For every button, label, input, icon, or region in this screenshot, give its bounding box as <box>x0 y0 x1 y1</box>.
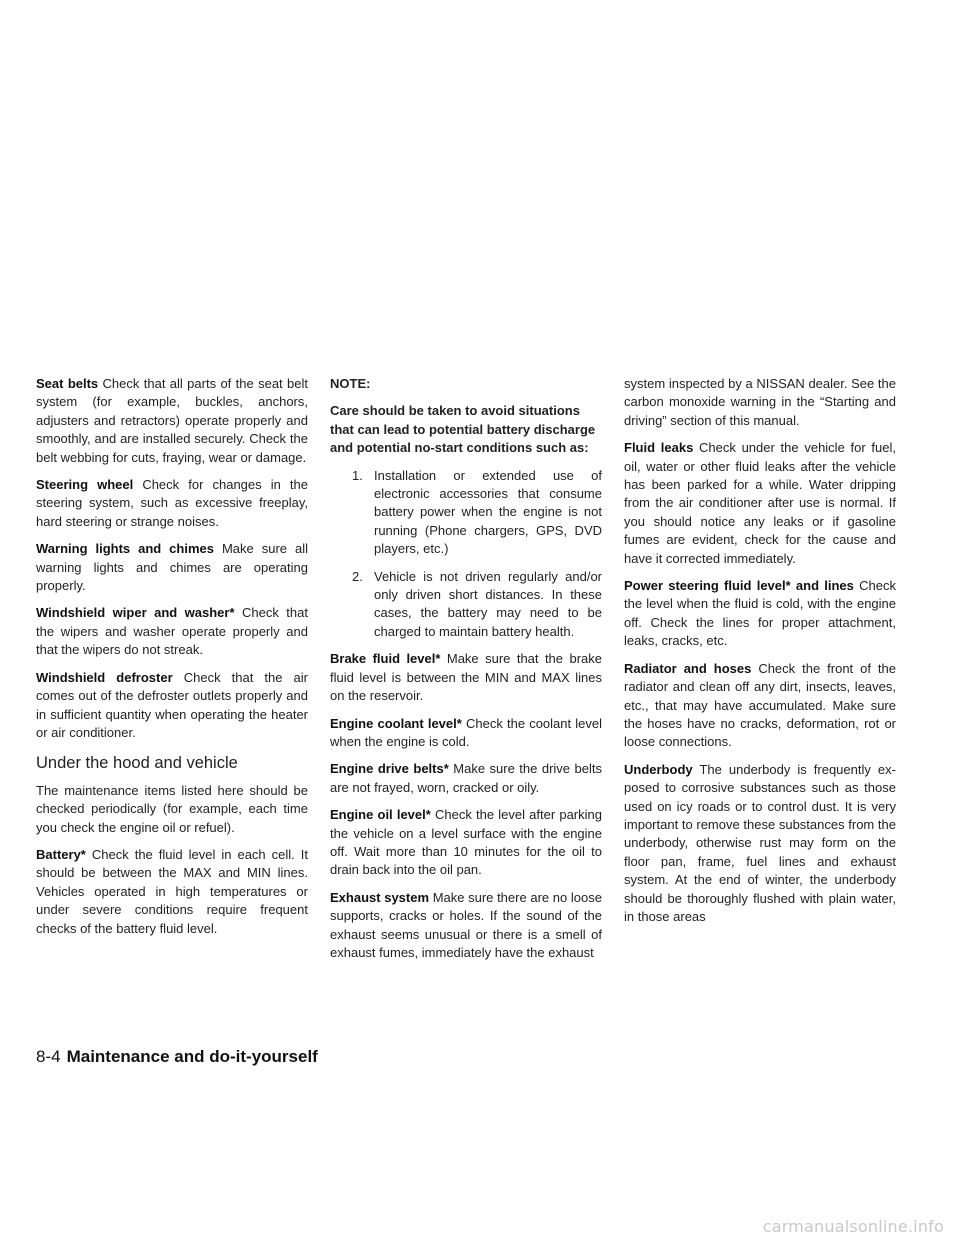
term-power-steering: Power steering fluid level* and lines <box>624 578 854 594</box>
section-heading: Under the hood and vehicle <box>36 754 238 773</box>
term-steering-wheel: Steering wheel <box>36 477 134 493</box>
term-wiper-washer: Windshield wiper and washer* <box>36 605 235 621</box>
text-seat-belts: Check that all parts of the seat belt system (for example, buckles, anchors, adjusters and retractors) operate properly and smoothly, and are installed securely. Check the belt webbing for cuts, fraying, wear or damage. <box>36 376 308 465</box>
paragraph-power-steering <box>624 577 896 651</box>
paragraph-brake-fluid <box>330 650 602 705</box>
term-warning-lights: Warning lights and chimes <box>36 541 214 557</box>
term-fluid-leaks: Fluid leaks <box>624 440 694 456</box>
term-seat-belts: Seat belts <box>36 376 99 391</box>
column-2 <box>330 375 602 971</box>
paragraph-defroster <box>36 669 308 743</box>
paragraph-underbody <box>624 761 896 927</box>
term-brake-fluid: Brake fluid level* <box>330 651 441 667</box>
paragraph-radiator <box>624 660 896 752</box>
watermark: carmanualsonline.info <box>762 1217 944 1236</box>
text-brake-fluid: Make sure that the brake fluid level is between the MIN and MAX lines on the reservoir. <box>330 651 602 704</box>
paragraph-seat-belts <box>36 375 308 467</box>
page-footer <box>36 1047 318 1067</box>
text-underbody: The underbody is frequently exposed to corrosive substances such as those used on icy roads or to control dust. It is very important to remove these substances from the underbody, otherwise rust may form on the floor pan, frame, fuel lines and exhaust system. At the end of winter, the underbody should be thoroughly flushed with plain water, in those areas <box>624 761 896 924</box>
text-exhaust-system: Make sure there are no loose supports, cracks or holes. If the sound of the exhaust seems unusual or there is a smell of exhaust fumes, immediately have the exhaust <box>330 889 602 960</box>
list-item-number: 2. <box>352 568 363 584</box>
text-engine-coolant: Check the coolant level when the engine is cold. <box>330 715 602 749</box>
list-item <box>330 568 602 642</box>
paragraph-warning-lights <box>36 540 308 595</box>
term-radiator: Radiator and hoses <box>624 660 752 676</box>
term-engine-oil: Engine oil level* <box>330 807 431 823</box>
text-steering-wheel: Check for changes in the steering system, such as excessive freeplay, hard steering or strange noises. <box>36 477 308 529</box>
text-radiator: Check the front of the radiator and clean off any dirt, insects, leaves, etc., that may have accumulated. Make sure the hoses have no cracks, deformation, rot or loose connections. <box>624 660 896 750</box>
term-underbody: Underbody <box>624 761 693 777</box>
column-1 <box>36 375 308 947</box>
list-item <box>330 467 602 559</box>
paragraph-fluid-leaks <box>624 439 896 568</box>
list-item-text: Installation or extended use of electronic accessories that consume battery power when the engine is not running (Phone chargers, GPS, DVD players, etc.) <box>374 467 602 557</box>
term-defroster: Windshield defroster <box>36 669 173 685</box>
term-exhaust-system: Exhaust system <box>330 889 430 905</box>
paragraph-battery <box>36 846 308 938</box>
text-power-steering: Check the level when the fluid is cold, with the engine off. Check the lines for proper attachment, leaks, cracks, etc. <box>624 578 896 649</box>
note-label: NOTE: <box>330 376 371 391</box>
term-engine-coolant: Engine coolant level* <box>330 715 462 731</box>
list-item-text: Vehicle is not driven regularly and/or only driven short distances. In these cases, the battery may need to be charged to maintain battery health. <box>374 568 602 639</box>
note-text: Care should be taken to avoid situations that can lead to potential battery discharge and potential no-start conditions such as: <box>330 403 596 456</box>
paragraph-steering-wheel <box>36 476 308 531</box>
text-battery: Check the fluid level in each cell. It should be between the MAX and MIN lines. Vehicles operated in high temperatures or under severe conditions require frequent checks of the battery fluid level. <box>36 846 308 936</box>
footer-section-title: Maintenance and do-it-yourself <box>66 1047 318 1066</box>
text-fluid-leaks: Check under the vehicle for fuel, oil, water or other fluid leaks after the vehicle has been parked for a while. Water dripping from the air conditioner after use is normal. If you should notice any leaks or if gasoline fumes are evident, check for the cause and have it corrected immediately. <box>624 440 896 566</box>
paragraph-exhaust-system <box>330 889 602 963</box>
paragraph-drive-belts <box>330 760 602 797</box>
paragraph-exhaust-continued: system inspected by a NISSAN dealer. See the carbon monoxide warning in the “Starting and driving” section of this manual. <box>624 376 896 428</box>
text-wiper-washer: Check that the wipers and washer operate properly and that the wipers do not streak. <box>36 605 308 658</box>
text-defroster: Check that the air comes out of the defroster outlets properly and in sufficient quantity when operating the heater or air conditioner. <box>36 669 308 740</box>
column-3 <box>624 375 896 935</box>
text-engine-oil: Check the level after parking the vehicle on a level surface with the engine off. Wait more than 10 minutes for the oil to drain back into the oil pan. <box>330 807 602 878</box>
paragraph-engine-coolant <box>330 715 602 752</box>
paragraph-engine-oil <box>330 806 602 880</box>
text-drive-belts: Make sure the drive belts are not frayed, worn, cracked or oily. <box>330 761 602 795</box>
list-item-number: 1. <box>352 467 363 483</box>
term-battery: Battery* <box>36 846 86 862</box>
paragraph-wiper-washer <box>36 604 308 659</box>
note-list <box>330 467 602 642</box>
term-drive-belts: Engine drive belts* <box>330 761 449 777</box>
page-number: 8-4 <box>36 1047 61 1066</box>
text-warning-lights: Make sure all warning lights and chimes are operating properly. <box>36 541 308 594</box>
section-intro: The maintenance items listed here should be checked periodically (for example, each time you check the engine oil or refuel). <box>36 782 308 835</box>
